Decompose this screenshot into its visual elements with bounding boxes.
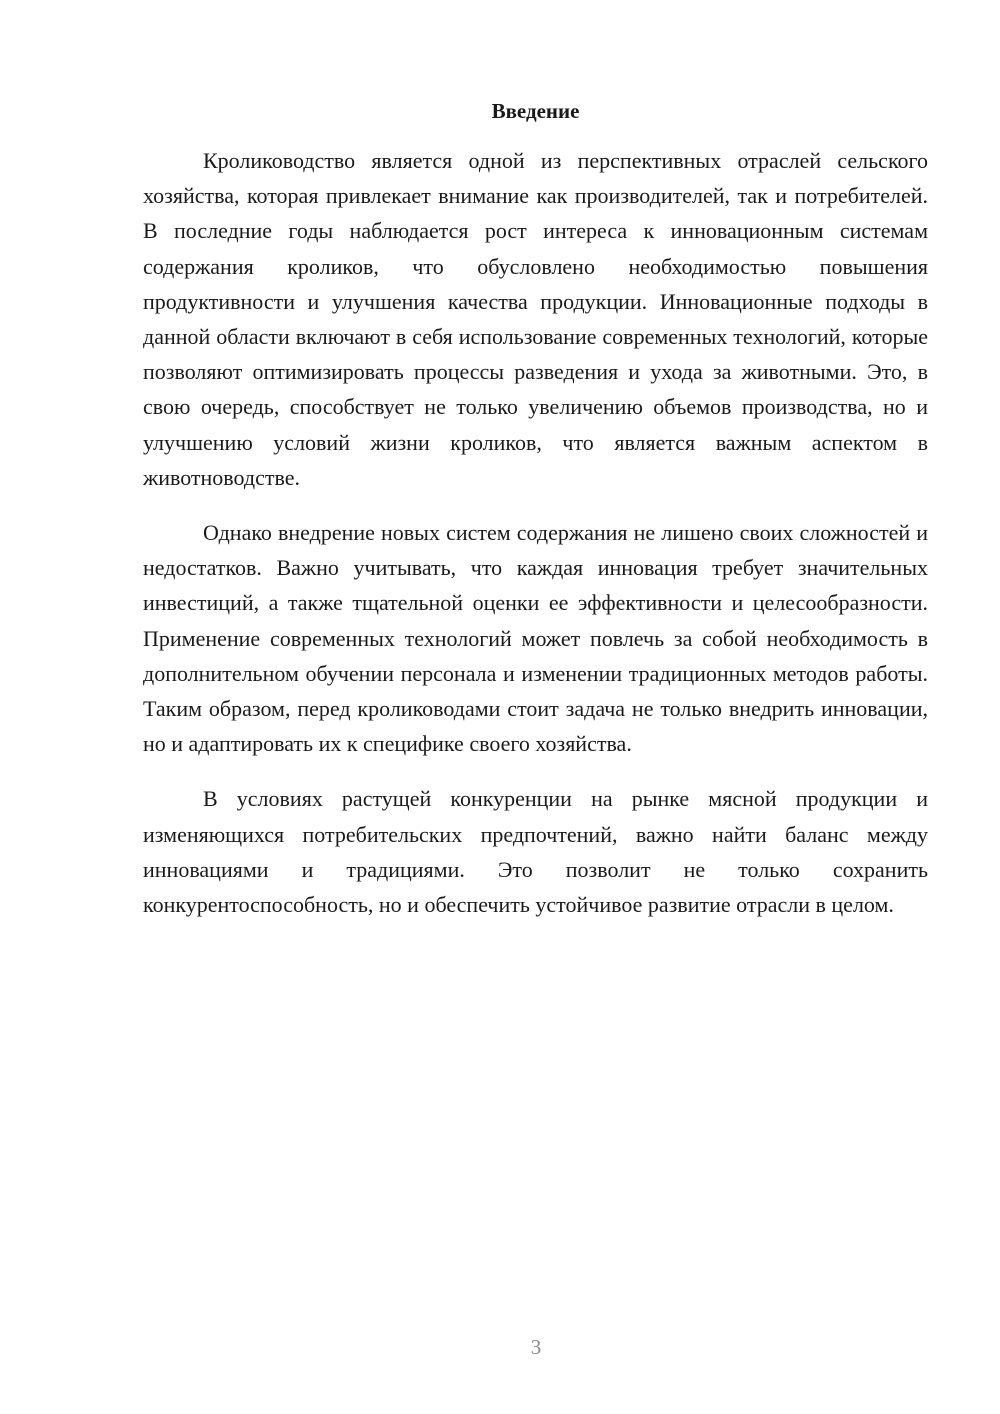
- body-text: [143, 143, 928, 942]
- paragraph-3: В условиях растущей конкуренции на рынке мясной продукции и изменяющихся потребительских предпочтений, важно найти баланс между инновациями и традициями. Это позволит не только сохранить конкурентоспособность, но и обеспечить устойчивое развитие отрасли в целом.: [143, 786, 928, 918]
- paragraph-1: Кролиководство является одной из перспективных отраслей сельского хозяйства, которая привлекает внимание как производителей, так и потребителей. В последние годы наблюдается рост интереса к инновационным системам содержания кроликов, что обусловлено необходимостью повышения продуктивности и улучшения качества продукции. Инновационные подходы в данной области включают в себя использование современных технологий, которые позволяют оптимизировать процессы разведения и ухода за животными. Это, в свою очередь, способствует не только увеличению объемов производства, но и улучшению условий жизни кроликов, что является важным аспектом в животноводстве.: [143, 148, 928, 490]
- page-number: 3: [530, 1335, 542, 1359]
- paragraph-2: Однако внедрение новых систем содержания не лишено своих сложностей и недостатков. Важно учитывать, что каждая инновация требует значительных инвестиций, а также тщательной оценки ее эффективности и целесообразности. Применение современных технологий может повлечь за собой необходимость в дополнительном обучении персонала и изменении традиционных методов работы. Таким образом, перед кролиководами стоит задача не только внедрить инновации, но и адаптировать их к специфике своего хозяйства.: [143, 520, 928, 757]
- section-heading: Введение: [491, 99, 580, 123]
